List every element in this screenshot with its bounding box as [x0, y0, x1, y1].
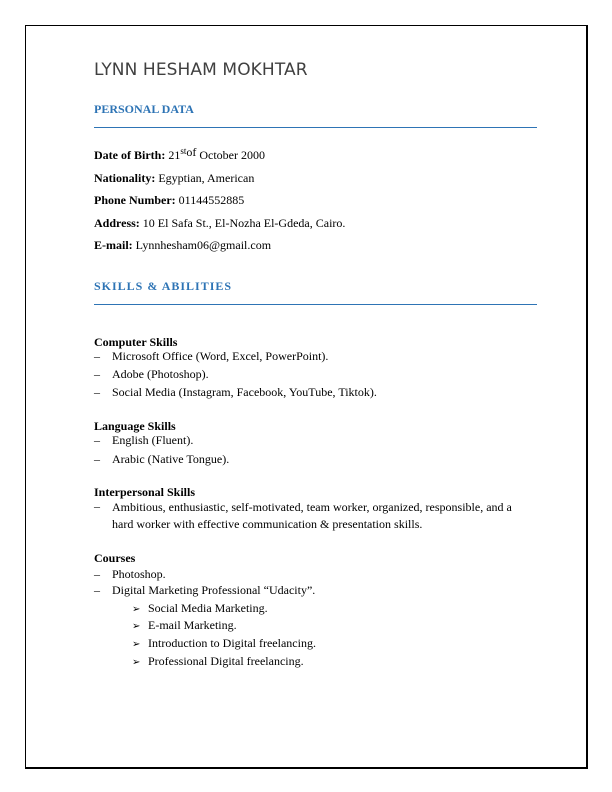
section-title-skills: SKILLS & ABILITIES	[94, 279, 233, 293]
address-value: 10 El Safa St., El-Nozha El-Gdeda, Cairo.	[142, 216, 346, 230]
address-label: Address:	[94, 216, 140, 230]
dob-row	[94, 145, 265, 162]
bullet-dash: –	[94, 349, 100, 363]
arrow-bullet-icon: ➢	[132, 657, 141, 668]
phone-value: 01144552885	[178, 193, 245, 207]
courses-heading: Courses	[94, 551, 136, 565]
resume-page: LYNN HESHAM MOKHTAR PERSONAL DATA Date of Birth: 21stof October 2000 Nationality: Egyptian, American Phone Number: 01144552885 Address: 10 El Safa St., El-Nozha El-Gdeda, Cairo. E-mail: Lynnhesham06@gmail.com SKILLS & ABILITIES Computer Skills – Microsoft Office (Word, Excel, PowerPoint). – Adobe (Photoshop). – Social Media (Instagram, Facebook, YouTube, Tiktok). Language Skills – English (Fluent). – Arabic (Native Tongue). Interpersonal Skills – Ambitious, enthusiastic, self-motivated, team worker, organized, responsible, and a hard worker with effective communication & presentation skills. Courses – Photoshop. – Digital Marketing Professional “Udacity”. ➢ Social Media Marketing. ➢ E-mail Marketing. ➢ Introduction to Digital freelancing. ➢ Professional Digital freelancing.	[25, 25, 588, 769]
section-divider	[94, 127, 537, 128]
email-label: E-mail:	[94, 238, 133, 252]
dob-day: 21	[168, 148, 181, 162]
bullet-dash: –	[94, 499, 100, 513]
bullet-dash: –	[94, 567, 100, 581]
computer-skills-heading: Computer Skills	[94, 335, 178, 349]
nationality-value: Egyptian, American	[158, 171, 255, 185]
nationality-row	[94, 171, 254, 185]
email-value: Lynnhesham06@gmail.com	[135, 238, 272, 252]
email-row	[94, 238, 271, 252]
interpersonal-skills-heading: Interpersonal Skills	[94, 485, 196, 499]
arrow-bullet-icon: ➢	[132, 639, 141, 650]
course-subitem: ➢ Social Media Marketing.	[132, 601, 268, 615]
language-skills-heading: Language Skills	[94, 419, 176, 433]
dob-suffix: st	[180, 146, 187, 156]
course-subitem: ➢ Professional Digital freelancing.	[132, 654, 304, 668]
candidate-name: LYNN HESHAM MOKHTAR	[94, 60, 308, 80]
bullet-dash: –	[94, 433, 100, 447]
course-subitem: ➢ Introduction to Digital freelancing.	[132, 636, 316, 650]
arrow-bullet-icon: ➢	[132, 621, 141, 632]
bullet-dash: –	[94, 452, 100, 466]
arrow-bullet-icon: ➢	[132, 604, 141, 615]
section-divider	[94, 304, 537, 305]
bullet-dash: –	[94, 367, 100, 381]
bullet-dash: –	[94, 583, 100, 597]
phone-row	[94, 193, 244, 207]
section-title-personal-data: PERSONAL DATA	[94, 102, 194, 116]
course-subitem: ➢ E-mail Marketing.	[132, 618, 237, 632]
bullet-dash: –	[94, 385, 100, 399]
dob-label: Date of Birth:	[94, 148, 166, 162]
address-row	[94, 216, 345, 230]
phone-label: Phone Number:	[94, 193, 176, 207]
dob-rest: October 2000	[199, 148, 265, 162]
nationality-label: Nationality:	[94, 171, 156, 185]
dob-of: of	[186, 145, 197, 159]
